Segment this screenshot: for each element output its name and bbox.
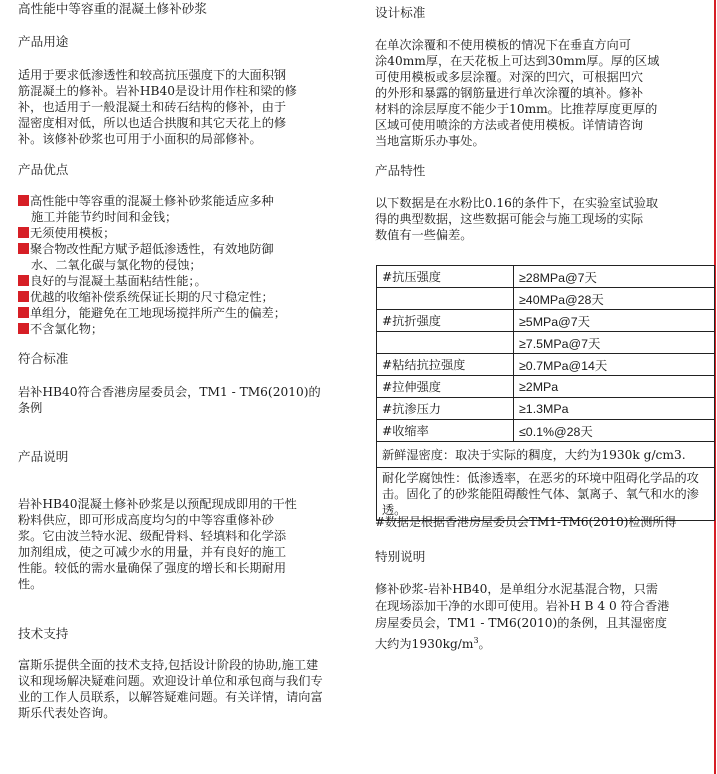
table-row	[377, 468, 715, 521]
design-line: 材料的涂层厚度不能少于10mm。比推荐厚度更厚的	[375, 102, 658, 116]
table-row	[377, 420, 715, 442]
usage-line: 湿密度相对低，所以也适合拱腹和其它天花上的修	[18, 116, 287, 130]
special-line: 房屋委员会，TM1 - TM6(2010)的条例，且其湿密度	[375, 616, 667, 630]
bond-label: #粘结抗拉强度	[377, 354, 514, 376]
red-bullet-icon	[18, 291, 29, 302]
design-heading: 设计标准	[375, 5, 426, 20]
support-paragraph	[18, 657, 323, 721]
description-line: 性能。较低的需水量确保了强度的增长和长期耐用	[18, 561, 287, 575]
support-line: 业的工作人员联系，以解答疑难问题。有关详情，请向富	[18, 690, 323, 704]
advantage-item: 单组分，能避免在工地现场搅拌所产生的偏差；	[18, 305, 286, 321]
red-bullet-icon	[18, 243, 29, 254]
advantage-item: 无须使用模板；	[18, 225, 286, 241]
description-line: 加剂组成，使之可减少水的用量，并有良好的施工	[18, 545, 287, 559]
description-heading: 产品说明	[18, 449, 69, 464]
special-paragraph	[375, 581, 669, 653]
support-line: 斯乐代表处咨询。	[18, 706, 116, 720]
properties-paragraph	[375, 195, 658, 243]
properties-table	[376, 265, 715, 521]
special-line: 修补砂浆-岩补HB40，是单组分水泥基混合物，只需	[375, 582, 658, 596]
advantage-item: 良好的与混凝土基面粘结性能；。	[18, 273, 286, 289]
description-paragraph	[18, 496, 297, 592]
design-line: 区域可使用喷涂的方法或者使用模板。详情请咨询	[375, 118, 644, 132]
usage-paragraph	[18, 67, 297, 147]
flexural-label: #抗折强度	[377, 310, 514, 332]
advantage-item: 高性能中等容重的混凝土修补砂浆能适应多种	[18, 193, 286, 209]
description-line: 岩补HB40混凝土修补砂浆是以预配现成即用的干性	[18, 497, 297, 511]
advantages-list	[18, 193, 286, 337]
advantages-heading: 产品优点	[18, 162, 69, 177]
standard-paragraph	[18, 384, 321, 416]
chemical-resistance-row: 耐化学腐蚀性：低渗透率，在恶劣的环境中阻碍化学品的攻击。固化了的砂浆能阻碍酸性气体、氯离子、氧气和水的渗透。	[377, 468, 715, 521]
standard-line: 条例	[18, 401, 43, 415]
red-bullet-icon	[18, 323, 29, 334]
red-bullet-icon	[18, 307, 29, 318]
advantage-item-continued: 水、二氧化碳与氯化物的侵蚀；	[31, 258, 202, 272]
compressive-label: #抗压强度	[377, 266, 514, 288]
properties-line: 以下数据是在水粉比0.16的条件下，在实验室试验取	[375, 196, 659, 210]
support-line: 议和现场解决疑难问题。欢迎设计单位和承包商与我们专	[18, 674, 323, 688]
design-line: 在单次涂覆和不使用模板的情况下在垂直方向可	[375, 38, 631, 52]
empty-cell	[377, 332, 514, 354]
density-row: 新鲜湿密度：取决于实际的稠度，大约为1930k g/cm3.	[377, 442, 715, 468]
usage-line: 筋混凝土的修补。岩补HB40是设计用作柱和梁的修	[18, 84, 297, 98]
properties-line: 数值有一些偏差。	[375, 228, 473, 242]
properties-heading: 产品特性	[375, 163, 426, 178]
compressive-value-1: ≥28MPa@7天	[514, 266, 715, 288]
table-footnote: #数据是根据香港房屋委员会TM1-TM6(2010)检测所得	[375, 515, 677, 529]
advantage-item: 聚合物改性配方赋予超低渗透性，有效地防御	[18, 241, 286, 257]
shrinkage-value: ≤0.1%@28天	[514, 420, 715, 442]
advantage-item: 不含氯化物；	[18, 321, 286, 337]
table-row	[377, 398, 715, 420]
red-bullet-icon	[18, 275, 29, 286]
flexural-value-1: ≥5MPa@7天	[514, 310, 715, 332]
description-line: 粉料供应，即可形成高度均匀的中等容重修补砂	[18, 513, 274, 527]
table-row	[377, 442, 715, 468]
bond-value: ≥0.7MPa@14天	[514, 354, 715, 376]
advantage-item: 优越的收缩补偿系统保证长期的尺寸稳定性；	[18, 289, 286, 305]
shrinkage-label: #收缩率	[377, 420, 514, 442]
table-row	[377, 266, 715, 288]
usage-line: 补，也适用于一般混凝土和砖石结构的修补，由于	[18, 100, 287, 114]
design-line: 涂40mm厚，在天花板上可达到30mm厚。厚的区域	[375, 54, 660, 68]
usage-line: 适用于要求低渗透性和较高抗压强度下的大面积钢	[18, 68, 287, 82]
tensile-value: ≥2MPa	[514, 376, 715, 398]
support-line: 富斯乐提供全面的技术支持,包括设计阶段的协助,施工建	[18, 658, 319, 672]
table-row	[377, 332, 715, 354]
design-line: 当地富斯乐办事处。	[375, 134, 485, 148]
support-heading: 技术支持	[18, 626, 69, 641]
document-title: 高性能中等容重的混凝土修补砂浆	[18, 1, 207, 16]
permeability-label: #抗渗压力	[377, 398, 514, 420]
table-row	[377, 376, 715, 398]
table-row	[377, 310, 715, 332]
empty-cell	[377, 288, 514, 310]
table-row	[377, 288, 715, 310]
description-line: 浆。它由波兰特水泥、级配骨料、轻填料和化学添	[18, 529, 287, 543]
special-line: 在现场添加干净的水即可使用。岩补H B 4 0 符合香港	[375, 599, 670, 613]
usage-heading: 产品用途	[18, 34, 69, 49]
properties-line: 得的典型数据，这些数据可能会与施工现场的实际	[375, 212, 644, 226]
advantage-item-continued: 施工并能节约时间和金钱；	[31, 210, 178, 224]
special-line: 大约为$1930kg/m^3$。	[375, 636, 491, 652]
tensile-label: #拉伸强度	[377, 376, 514, 398]
red-bullet-icon	[18, 227, 29, 238]
standard-line: 岩补HB40符合香港房屋委员会，TM1 - TM6(2010)的	[18, 385, 321, 399]
usage-line: 补。该修补砂浆也可用于小面积的局部修补。	[18, 132, 262, 146]
table-row	[377, 354, 715, 376]
design-line: 的外形和暴露的钢筋量进行单次涂覆的填补。修补	[375, 86, 644, 100]
standard-heading: 符合标准	[18, 351, 69, 366]
special-heading: 特别说明	[375, 549, 426, 564]
description-line: 性。	[18, 577, 43, 591]
design-line: 可使用模板或多层涂覆。对深的凹穴，可根据凹穴	[375, 70, 644, 84]
design-paragraph	[375, 37, 659, 149]
compressive-value-2: ≥40MPa@28天	[514, 288, 715, 310]
red-bullet-icon	[18, 195, 29, 206]
flexural-value-2: ≥7.5MPa@7天	[514, 332, 715, 354]
permeability-value: ≥1.3MPa	[514, 398, 715, 420]
